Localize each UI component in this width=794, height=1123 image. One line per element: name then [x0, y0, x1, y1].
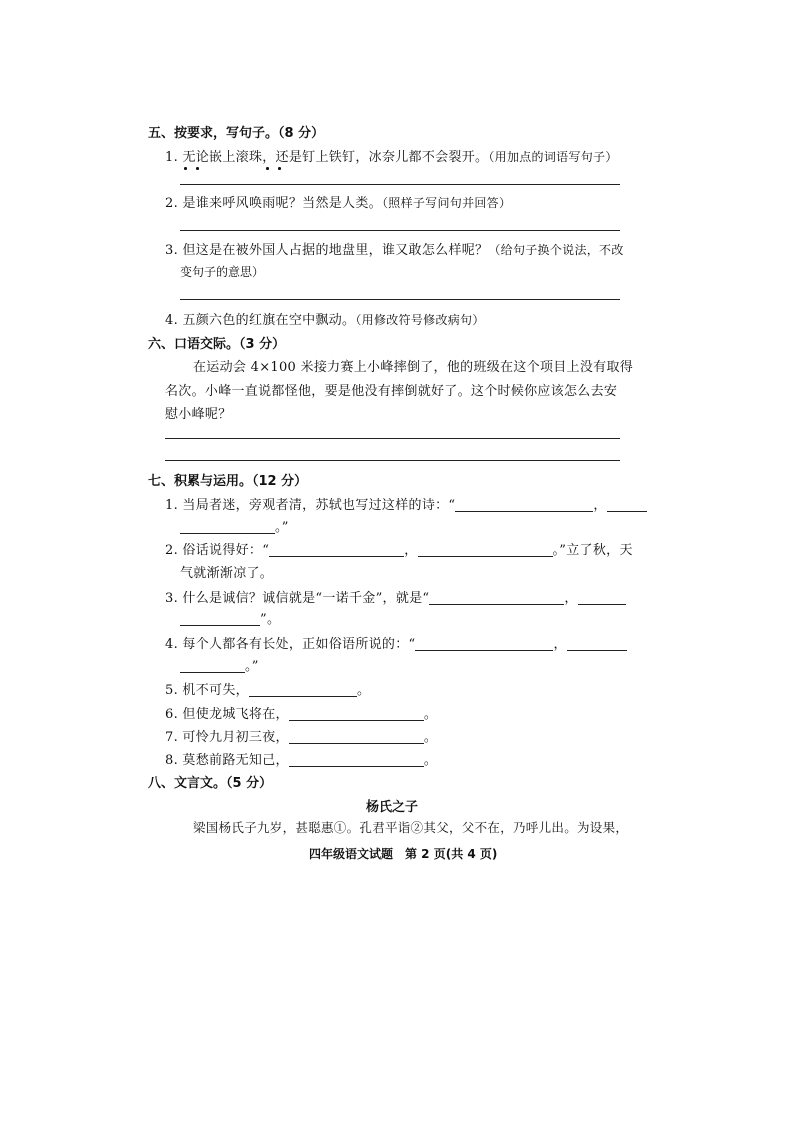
s7-q4-text: 4. 每个人都各有长处，正如俗语所说的：“: [165, 637, 416, 652]
s7-q6-end: 。: [423, 707, 438, 722]
fill-blank[interactable]: [418, 543, 553, 557]
s7-question-1-cont: [180, 516, 289, 535]
emphasis-dot: [196, 167, 199, 170]
answer-line: [165, 438, 620, 439]
s7-q1-end: 。”: [275, 520, 289, 535]
s5-q3-text: 但这是在被外国人占据的地盘里，谁又敢怎么样呢？: [182, 243, 489, 258]
s7-q5-text: 5. 机不可失，: [165, 683, 249, 698]
s7-q2-text: 2. 俗话说得好：“: [165, 543, 270, 558]
fill-blank[interactable]: [289, 730, 424, 744]
s7-q4-comma: ，: [553, 637, 567, 652]
s5-question-2: [165, 192, 511, 211]
s7-q2-comma: ，: [404, 543, 418, 558]
s5-q3-note: （给句子换个说法，不改: [488, 243, 624, 257]
fill-blank[interactable]: [269, 543, 404, 557]
s5-q4-number: 4.: [165, 313, 179, 328]
page-footer: 四年级语文试题 第 2 页(共 4 页): [309, 847, 498, 861]
s7-q3-text: 3. 什么是诚信？诚信就是“一诺千金”，就是“: [165, 591, 430, 606]
s7-question-2: [165, 539, 633, 558]
s7-question-4: [165, 633, 627, 652]
section-5-heading: 五、按要求，写句子。（8 分）: [148, 126, 325, 141]
section-6-heading: 六、口语交际。（3 分）: [148, 337, 286, 352]
s7-q3-end: ”。: [260, 612, 281, 627]
s7-q1-text: 1. 当局者迷，旁观者清，苏轼也写过这样的诗：“: [165, 498, 456, 513]
s7-q8-text: 8. 莫愁前路无知己，: [165, 753, 289, 768]
s6-paragraph-line-3: 慰小峰呢？: [165, 407, 232, 422]
answer-line: [180, 184, 620, 185]
s5-question-3: [165, 239, 624, 258]
section-8-heading: 八、文言文。（5 分）: [148, 776, 273, 791]
fill-blank[interactable]: [567, 637, 627, 651]
fill-blank[interactable]: [607, 498, 647, 512]
fill-blank[interactable]: [429, 591, 564, 605]
answer-line: [180, 299, 620, 300]
s5-q1-note: （用加点的词语写句子）: [488, 150, 618, 164]
fill-blank[interactable]: [289, 753, 424, 767]
s6-paragraph-line-1: 在运动会 4×100 米接力赛上小峰摔倒了，他的班级在这个项目上没有取得: [193, 360, 634, 375]
s5-q3-note-continued: 变句子的意思）: [180, 265, 265, 279]
answer-line: [180, 230, 620, 231]
s5-question-1: [165, 146, 618, 165]
s5-q1-text: 无论嵌上滚珠，还是钉上铁钉，冰奈儿都不会裂开。: [182, 150, 489, 165]
fill-blank[interactable]: [180, 659, 245, 673]
s5-q4-text: 五颜六色的红旗在空中飘动。: [182, 313, 356, 328]
s5-q4-note: （用修改符号修改病句）: [355, 313, 485, 327]
s7-q3-comma: ，: [564, 591, 578, 606]
s7-question-6: [165, 703, 437, 722]
section-7-heading: 七、积累与运用。（12 分）: [148, 474, 308, 489]
s7-q7-text: 7. 可怜九月初三夜，: [165, 730, 289, 745]
fill-blank[interactable]: [289, 707, 424, 721]
s5-q3-number: 3.: [165, 243, 179, 258]
s7-question-7: [165, 726, 437, 745]
fill-blank[interactable]: [578, 591, 626, 605]
emphasis-dot: [278, 167, 281, 170]
answer-line: [165, 460, 620, 461]
fill-blank[interactable]: [415, 637, 553, 651]
s7-question-1: [165, 494, 647, 513]
s7-q2-end: 。”立了秋，天: [552, 543, 633, 558]
s7-question-2-cont: 气就渐渐凉了。: [180, 566, 274, 581]
s7-q6-text: 6. 但使龙城飞将在，: [165, 707, 289, 722]
s5-q1-number: 1.: [165, 150, 179, 165]
s7-q4-end: 。”: [245, 659, 259, 674]
s7-q1-comma: ，: [593, 498, 607, 513]
emphasis-dot: [184, 167, 187, 170]
s7-question-8: [165, 749, 437, 768]
fill-blank[interactable]: [180, 520, 275, 534]
emphasis-dot: [266, 167, 269, 170]
s7-question-3: [165, 587, 626, 606]
s7-q8-end: 。: [423, 753, 438, 768]
fill-blank[interactable]: [180, 612, 260, 626]
fill-blank[interactable]: [455, 498, 593, 512]
s5-q2-text: 是谁来呼风唤雨呢？当然是人类。: [182, 196, 382, 211]
passage-title: 杨氏之子: [366, 800, 419, 815]
s6-paragraph-line-2: 名次。小峰一直说都怪他，要是他没有摔倒就好了。这个时候你应该怎么去安: [165, 384, 618, 399]
passage-text: 梁国杨氏子九岁，甚聪惠①。孔君平诣②其父，父不在，乃呼儿出。为设果，: [193, 820, 629, 835]
s5-q2-number: 2.: [165, 196, 179, 211]
s5-q2-note: （照样子写问句并回答）: [381, 196, 512, 210]
s7-question-5: [165, 679, 370, 698]
s7-q5-end: 。: [356, 683, 371, 698]
s7-question-4-cont: [180, 655, 259, 674]
s7-q7-end: 。: [423, 730, 438, 745]
s5-question-4: [165, 309, 485, 328]
fill-blank[interactable]: [249, 683, 357, 697]
s7-question-3-cont: [180, 608, 280, 627]
